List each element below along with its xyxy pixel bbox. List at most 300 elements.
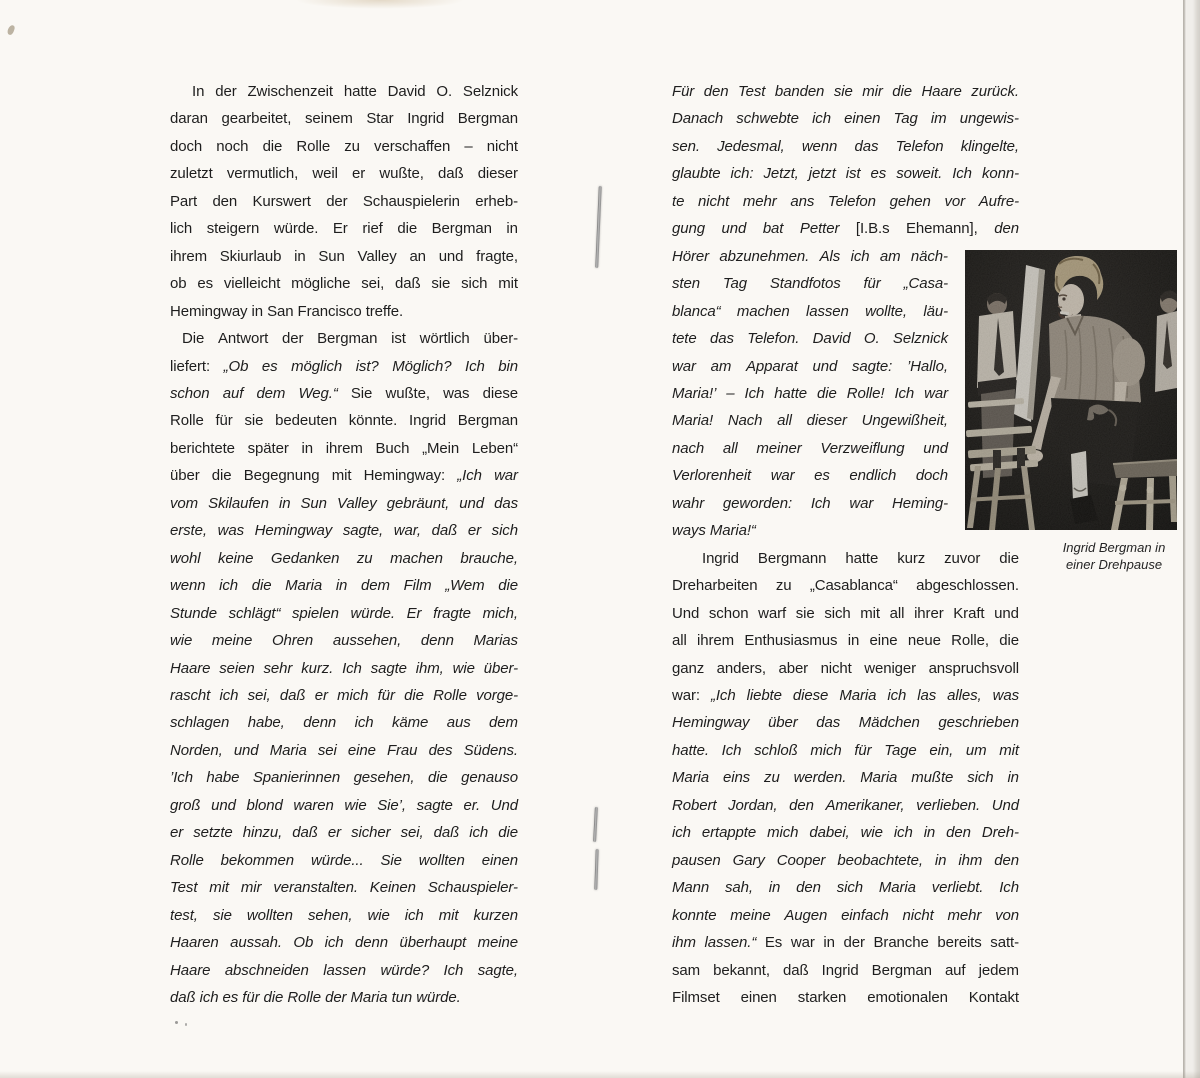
word: vorge- <box>476 686 518 704</box>
word: – <box>726 384 735 402</box>
word: sagte: <box>851 357 893 375</box>
word: genauso <box>461 769 518 787</box>
word: Sie’, <box>377 796 406 814</box>
text-line <box>170 105 518 132</box>
word: ihrem <box>325 439 363 457</box>
word: sagte <box>416 796 453 814</box>
word: wahr <box>672 494 705 512</box>
word: daß <box>431 522 458 540</box>
word: sie <box>212 906 232 924</box>
bergman-set-photo-illustration <box>965 250 1177 530</box>
word: nicht <box>820 659 852 677</box>
word: er <box>170 824 184 842</box>
word: schon <box>708 604 749 622</box>
word: Ich <box>999 879 1019 897</box>
word: daß <box>292 824 318 842</box>
word: Mann <box>672 879 710 897</box>
word: er <box>327 824 342 842</box>
word: machen <box>390 549 443 567</box>
word: ich <box>219 577 239 595</box>
word: all <box>777 412 792 430</box>
word: sen. <box>672 137 700 155</box>
word: sehen, <box>307 906 353 924</box>
word: doch <box>915 467 948 485</box>
word: über <box>768 714 798 732</box>
word: Ob <box>293 934 314 952</box>
text-line <box>170 737 518 764</box>
word: Augen <box>784 906 828 924</box>
word: Leben“ <box>471 439 518 457</box>
word: Als <box>819 247 841 265</box>
word: Star <box>366 110 394 128</box>
text-line <box>170 572 518 599</box>
text-segment: ways Maria!“ <box>672 522 756 540</box>
word: steigern <box>206 220 260 238</box>
word: alles, <box>947 686 982 704</box>
word: Ingrid <box>821 961 859 979</box>
word: Filmset <box>672 988 720 1006</box>
text-line <box>170 764 518 791</box>
word: war <box>849 494 874 512</box>
word: Maria <box>878 879 916 897</box>
word: meine <box>730 906 771 924</box>
word: warf <box>758 604 787 622</box>
word: Ich <box>894 384 915 402</box>
word: er <box>352 165 366 183</box>
word: David <box>387 83 426 100</box>
word: auf <box>944 961 966 979</box>
word: geschrieben <box>938 714 1019 732</box>
text-line <box>170 627 518 654</box>
word: daß <box>395 275 421 293</box>
word: Für <box>672 83 695 100</box>
word: O. <box>863 330 880 348</box>
word: Ingrid <box>409 412 446 430</box>
word: zurück. <box>971 83 1019 100</box>
word: der <box>215 83 237 100</box>
word: mit <box>331 467 352 485</box>
word: schloß <box>754 741 798 759</box>
word: daran <box>170 110 208 128</box>
word: sich <box>491 522 518 540</box>
word: würde. <box>350 604 395 622</box>
word: Verlorenheit <box>672 467 752 485</box>
scan-smudge <box>295 0 465 9</box>
text-line <box>170 984 518 1011</box>
word: ihrer <box>914 604 944 622</box>
word: mehr <box>742 192 777 210</box>
staple-top <box>595 186 602 268</box>
word: Bergman <box>457 412 518 430</box>
word: wollten <box>246 906 293 924</box>
word: Mädchen <box>858 714 920 732</box>
word: die <box>999 549 1019 567</box>
word: zu <box>344 137 360 155</box>
word: Rolle <box>170 851 204 869</box>
word: Maria <box>860 769 898 787</box>
word: es <box>870 165 887 183</box>
word: all <box>889 604 905 622</box>
word: der <box>281 330 304 348</box>
word: über <box>170 467 200 485</box>
word: Robert <box>672 796 717 814</box>
word: Sie <box>380 851 402 869</box>
word: aber <box>778 659 809 677</box>
word: Er <box>406 604 422 622</box>
word: Die <box>182 330 205 348</box>
word: Möglich? <box>392 357 452 375</box>
word: Maria <box>285 577 323 595</box>
word: Rolle <box>170 412 204 430</box>
word: Maria! <box>672 412 714 430</box>
word: vor <box>944 192 966 210</box>
word: die <box>498 577 518 595</box>
word: Skilaufen <box>208 494 269 512</box>
word: verliebt. <box>931 879 984 897</box>
word: Kurswert <box>252 192 311 210</box>
word: im <box>930 110 947 128</box>
word: kurz <box>897 549 926 567</box>
word: wenn <box>801 137 838 155</box>
word: sich <box>836 879 864 897</box>
ink-dot <box>175 1021 178 1024</box>
word: Valley <box>336 494 377 512</box>
word: die <box>999 632 1019 650</box>
text-line <box>170 929 518 956</box>
word: Hemingway <box>254 522 333 540</box>
text-line <box>672 600 1019 627</box>
word: konn- <box>981 165 1019 183</box>
word: Selznick <box>462 83 518 100</box>
word: und <box>459 494 485 512</box>
word: in <box>335 577 348 595</box>
word: die <box>262 137 283 155</box>
right-page-text <box>672 78 1019 1011</box>
word: David <box>812 330 851 348</box>
word: ein, <box>929 741 954 759</box>
word: werden. <box>793 769 847 787</box>
word: neue <box>907 632 941 650</box>
text-line <box>672 78 1019 105</box>
word: ist <box>845 165 861 183</box>
word: weil <box>312 165 338 183</box>
word: Bergman <box>431 220 492 238</box>
word: Bergmann <box>757 549 827 567</box>
bottom-edge-shadow <box>0 1071 1200 1078</box>
word: abgeschlossen. <box>916 577 1019 595</box>
word: verlieben. <box>916 796 981 814</box>
word: schlagen <box>170 714 230 732</box>
word: Jordan, <box>728 796 778 814</box>
text-line <box>672 764 1019 791</box>
word: Kraft <box>953 604 985 622</box>
word: und <box>233 741 259 759</box>
word: Petter <box>799 220 840 238</box>
text-line <box>672 819 1019 846</box>
word: hatte <box>343 83 377 100</box>
word: am <box>879 247 901 265</box>
word: blanca“ <box>672 302 721 320</box>
word: Und <box>490 796 518 814</box>
word: für <box>377 686 395 704</box>
word: und <box>721 220 747 238</box>
word: ich <box>850 247 870 265</box>
word: sagte <box>370 659 407 677</box>
word: diese <box>792 686 829 704</box>
word: eins <box>722 769 751 787</box>
text-line <box>170 380 518 407</box>
word: Dreharbeiten <box>672 577 758 595</box>
word: sie <box>795 604 815 622</box>
word: Enthusiasmus <box>744 632 838 650</box>
word: sich <box>824 604 851 622</box>
word: waren <box>293 796 334 814</box>
word: bereits <box>937 934 982 952</box>
word: ob <box>170 275 187 293</box>
word: hatte <box>774 384 808 402</box>
text-line <box>170 682 518 709</box>
word: schlägt“ <box>228 604 281 622</box>
word: brauche, <box>460 549 518 567</box>
word: Ich <box>744 384 765 402</box>
word: lassen <box>806 302 849 320</box>
word: daß <box>437 165 464 183</box>
text-line <box>672 490 948 517</box>
word: Telefon. <box>747 330 800 348</box>
word: die <box>397 220 418 238</box>
word: Haare <box>170 659 211 677</box>
word: Rolle, <box>951 632 989 650</box>
word: sah, <box>724 879 753 897</box>
word: Jetzt, <box>763 165 799 183</box>
word: käme <box>391 714 429 732</box>
word: um <box>965 741 987 759</box>
word: ist <box>391 330 406 348</box>
word: soweit. <box>896 165 943 183</box>
word: Test <box>737 83 766 100</box>
word: geworden: <box>722 494 793 512</box>
word: fragte, <box>476 247 518 265</box>
word: Antwort <box>218 330 269 348</box>
photo-caption <box>1050 539 1178 573</box>
word: ihm, <box>415 659 444 677</box>
word: sich <box>967 769 994 787</box>
word: anders, <box>716 659 766 677</box>
word: „Casa- <box>903 275 948 293</box>
word: doch <box>170 137 203 155</box>
word: jetzt <box>808 165 836 183</box>
word: er <box>467 522 481 540</box>
word: Zwischenzeit <box>247 83 333 100</box>
word: wollten <box>418 851 465 869</box>
word: zu <box>356 549 373 567</box>
text-line <box>170 188 518 215</box>
text-line <box>672 462 948 489</box>
word: das <box>494 494 518 512</box>
word: wie <box>170 632 193 650</box>
word: meiner <box>756 439 802 457</box>
word: mit <box>860 604 880 622</box>
word: sie <box>244 412 264 430</box>
text-line <box>672 874 1019 901</box>
word: ich <box>324 934 344 952</box>
word: Norden, <box>170 741 223 759</box>
word: schwebte <box>736 110 799 128</box>
word: zu <box>775 577 792 595</box>
word: verschaffen <box>374 137 451 155</box>
word: Branche <box>873 934 929 952</box>
word: Telefon <box>895 137 944 155</box>
word: gung <box>672 220 705 238</box>
word: blond <box>246 796 283 814</box>
text-line <box>672 380 948 407</box>
word: war <box>672 357 696 375</box>
photo-caption-line: Ingrid Bergman in <box>1062 540 1166 555</box>
word: sie <box>431 275 451 293</box>
word: Maria <box>269 741 307 759</box>
word: den <box>946 824 971 842</box>
word: in <box>1007 769 1019 787</box>
word: und <box>812 357 838 375</box>
text-line <box>672 545 1019 572</box>
text-line <box>170 655 518 682</box>
text-line <box>170 874 518 901</box>
word: die <box>251 577 272 595</box>
word: Hörer <box>672 247 710 265</box>
word: abzunehmen. <box>719 247 810 265</box>
text-line <box>672 188 1019 215</box>
word: Standfotos <box>769 275 841 293</box>
word: von <box>995 906 1019 924</box>
text-line <box>170 353 518 380</box>
word: Ich <box>721 741 742 759</box>
word: Bergman <box>317 330 378 348</box>
word: mögliche <box>291 275 351 293</box>
word: Tag <box>893 110 918 128</box>
word: Test <box>170 879 198 897</box>
word: gehen <box>889 192 931 210</box>
word: sie <box>833 83 853 100</box>
word: habe, <box>247 714 285 732</box>
word: mit <box>498 275 518 293</box>
word: in <box>506 220 518 238</box>
word: meine <box>211 632 253 650</box>
word: Hemingway <box>672 714 750 732</box>
word: in <box>768 879 781 897</box>
word: liefert: <box>170 357 211 375</box>
text-line <box>170 545 518 572</box>
word: denn <box>355 934 388 952</box>
word: Ich <box>342 659 362 677</box>
word: erste, <box>170 522 207 540</box>
word: ich <box>887 686 907 704</box>
word: den <box>994 220 1019 238</box>
text-line <box>170 792 518 819</box>
word: aussehen, <box>332 632 402 650</box>
word: bedeuten <box>275 412 337 430</box>
word: ans <box>790 192 815 210</box>
word: Valley <box>357 247 397 265</box>
word: für <box>863 275 881 293</box>
word: Schauspieler- <box>427 879 518 897</box>
scan-speck <box>6 24 15 35</box>
word: er <box>314 686 328 704</box>
word: aussah. <box>230 934 282 952</box>
word: abschneiden <box>224 961 309 979</box>
word: in <box>923 824 936 842</box>
text-line <box>170 435 518 462</box>
word: satt- <box>990 934 1019 952</box>
word: sei <box>317 741 337 759</box>
word: „Casablanca“ <box>809 577 898 595</box>
word: kurzen <box>473 906 518 924</box>
word: wollte, <box>865 302 907 320</box>
word: Jedesmal, <box>717 137 785 155</box>
word: war <box>494 467 518 485</box>
word: Stunde <box>170 604 217 622</box>
word: Haare <box>921 83 962 100</box>
word: liebte <box>746 686 782 704</box>
word: denn <box>420 632 454 650</box>
text-line <box>170 78 518 105</box>
word: in <box>294 247 306 265</box>
word: Danach <box>672 110 724 128</box>
word: [I.B.s <box>855 220 890 238</box>
text-line <box>672 133 1019 160</box>
text-line <box>672 957 1019 984</box>
word: möglich <box>291 357 343 375</box>
text-line <box>672 407 948 434</box>
word: sei, <box>361 275 385 293</box>
word: vielleicht <box>223 275 281 293</box>
text-line <box>672 298 948 325</box>
word: habe <box>206 769 240 787</box>
text-line <box>672 627 1019 654</box>
word: daß <box>782 961 809 979</box>
word: die <box>498 824 518 842</box>
word: würde... <box>310 851 364 869</box>
word: fragte <box>433 604 471 622</box>
word: wußte, <box>379 165 424 183</box>
word: wörtlich <box>419 330 470 348</box>
text-line <box>170 407 518 434</box>
word: mir <box>240 879 262 897</box>
word: nicht <box>486 137 518 155</box>
word: was <box>217 522 244 540</box>
word: Es <box>764 934 783 952</box>
word: Nach <box>727 412 763 430</box>
word: las <box>917 686 937 704</box>
word: Rolle <box>433 686 467 704</box>
word: sicher <box>351 824 391 842</box>
word: in <box>278 494 291 512</box>
text-line <box>672 243 948 270</box>
text-line <box>672 929 1019 956</box>
text-line <box>672 435 948 462</box>
word: tete <box>672 330 697 348</box>
word: der <box>326 192 348 210</box>
text-line <box>170 325 518 352</box>
word: mehr <box>947 906 982 924</box>
word: Frau <box>386 741 418 759</box>
word: würde? <box>380 961 430 979</box>
word: Bergman <box>871 961 932 979</box>
text-line <box>672 572 1019 599</box>
word: ihrem <box>697 632 735 650</box>
word: seinem <box>304 110 353 128</box>
text-line <box>672 160 1019 187</box>
word: es <box>197 275 213 293</box>
